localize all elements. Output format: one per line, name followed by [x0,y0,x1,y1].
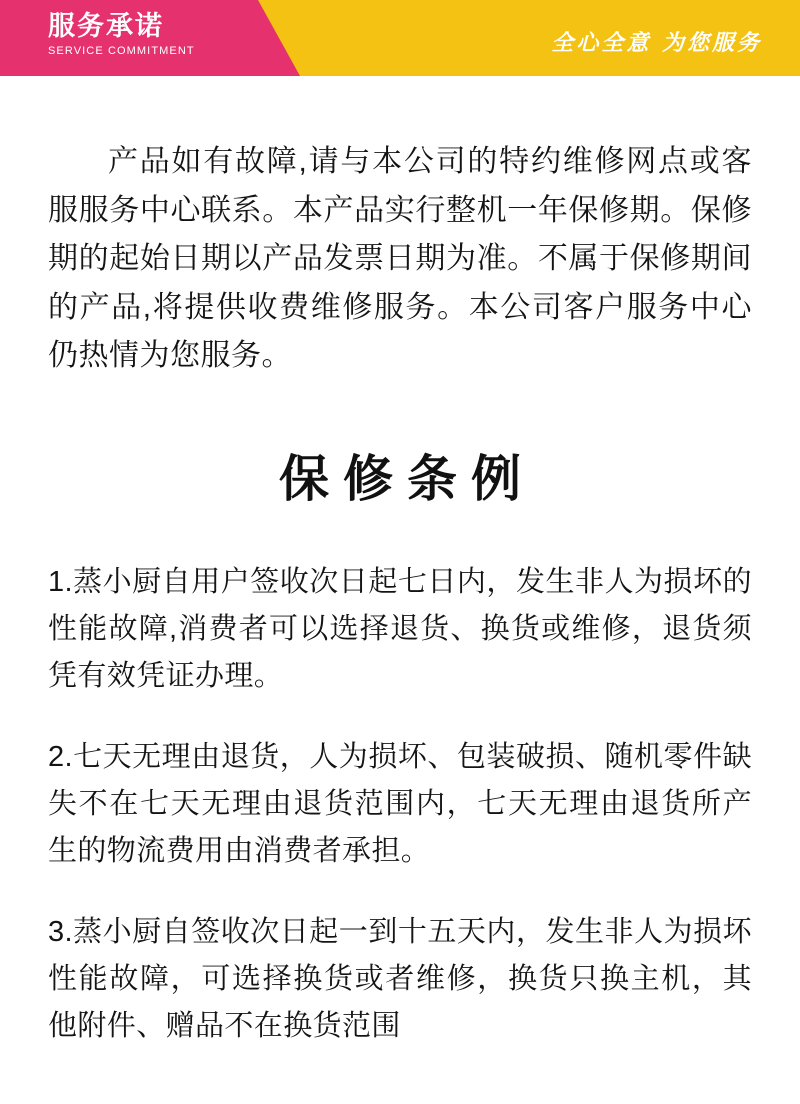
warranty-terms-list [48,559,752,1050]
page-title: 保修条例 [279,450,535,507]
header-title-english: SERVICE COMMITMENT [48,45,195,57]
service-commitment-header [0,0,800,76]
list-item: 2.七天无理由退货，人为损坏、包装破损、随机零件缺失不在七天无理由退货范围内，七天无理由退货所产生的物流费用由消费者承担。 [48,740,752,867]
header-slogan: 全心全意 为您服务 [551,30,762,56]
header-title-chinese: 服务承诺 [48,11,164,41]
list-item: 3.蒸小厨自签收次日起一到十五天内，发生非人为损坏性能故障，可选择换货或者维修，换货只换主机，其他附件、赠品不在换货范围 [48,915,752,1042]
header-title-block [48,13,195,57]
list-item: 1.蒸小厨自用户签收次日起七日内，发生非人为损坏的性能故障,消费者可以选择退货、换货或维修，退货须凭有效凭证办理。 [48,565,752,692]
document-content [0,138,800,1050]
intro-paragraph: 产品如有故障,请与本公司的特约维修网点或客服服务中心联系。本产品实行整机一年保修期。保修期的起始日期以产品发票日期为准。不属于保修期间的产品,将提供收费维修服务。本公司客户服务中心仍热情为您服务。 [48,145,752,373]
